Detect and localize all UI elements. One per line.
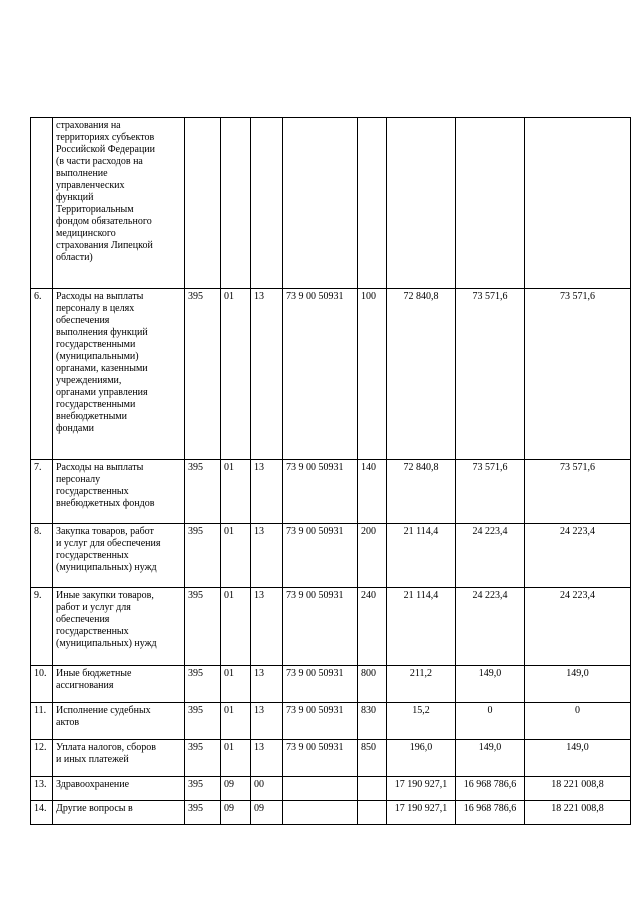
row-name: Здравоохранение — [53, 777, 185, 801]
row-sum-2: 24 223,4 — [456, 588, 525, 666]
row-sum-2: 73 571,6 — [456, 289, 525, 460]
row-glava: 395 — [185, 289, 221, 460]
row-sum-2: 73 571,6 — [456, 460, 525, 524]
row-sum-2: 24 223,4 — [456, 524, 525, 588]
row-vr: 830 — [358, 703, 387, 740]
budget-table — [30, 117, 631, 825]
row-number: 10. — [31, 666, 53, 703]
row-number: 12. — [31, 740, 53, 777]
row-sum-2: 16 968 786,6 — [456, 777, 525, 801]
row-razdel: 01 — [221, 588, 251, 666]
row-sum-3: 73 571,6 — [525, 460, 631, 524]
row-name: страхования на территориях субъектов Российской Федерации (в части расходов на выполнение управленческих функций Территориальным фондом обязательного медицинского страхования Липецкой области) — [53, 118, 185, 289]
row-csr — [283, 118, 358, 289]
row-csr: 73 9 00 50931 — [283, 524, 358, 588]
row-razdel: 01 — [221, 524, 251, 588]
row-glava: 395 — [185, 588, 221, 666]
row-sum-2: 149,0 — [456, 740, 525, 777]
row-name: Другие вопросы в — [53, 801, 185, 825]
row-number: 9. — [31, 588, 53, 666]
row-vr: 140 — [358, 460, 387, 524]
row-name: Расходы на выплаты персоналу в целях обеспечения выполнения функций государственными (муниципальными) органами, казенными учреждениями, органами управления государственными внебюджетными фондами — [53, 289, 185, 460]
row-sum-3: 0 — [525, 703, 631, 740]
row-razdel: 09 — [221, 777, 251, 801]
row-razdel: 01 — [221, 460, 251, 524]
row-podrazdel: 13 — [251, 666, 283, 703]
table-row — [31, 588, 631, 666]
row-sum-1: 21 114,4 — [387, 588, 456, 666]
table-row — [31, 524, 631, 588]
row-vr: 850 — [358, 740, 387, 777]
row-name: Закупка товаров, работ и услуг для обеспечения государственных (муниципальных) нужд — [53, 524, 185, 588]
row-sum-1: 17 190 927,1 — [387, 777, 456, 801]
row-name: Иные закупки товаров, работ и услуг для обеспечения государственных (муниципальных) нужд — [53, 588, 185, 666]
row-sum-3: 18 221 008,8 — [525, 777, 631, 801]
row-sum-1: 17 190 927,1 — [387, 801, 456, 825]
row-podrazdel: 13 — [251, 460, 283, 524]
table-row — [31, 289, 631, 460]
row-sum-2: 0 — [456, 703, 525, 740]
row-sum-2 — [456, 118, 525, 289]
row-number: 13. — [31, 777, 53, 801]
row-sum-1: 72 840,8 — [387, 460, 456, 524]
row-podrazdel: 09 — [251, 801, 283, 825]
row-glava — [185, 118, 221, 289]
row-vr — [358, 801, 387, 825]
row-sum-2: 16 968 786,6 — [456, 801, 525, 825]
row-glava: 395 — [185, 740, 221, 777]
row-glava: 395 — [185, 801, 221, 825]
row-glava: 395 — [185, 777, 221, 801]
row-razdel — [221, 118, 251, 289]
row-sum-1: 21 114,4 — [387, 524, 456, 588]
row-number: 11. — [31, 703, 53, 740]
row-csr: 73 9 00 50931 — [283, 588, 358, 666]
table-row — [31, 118, 631, 289]
row-sum-3: 24 223,4 — [525, 588, 631, 666]
row-podrazdel: 00 — [251, 777, 283, 801]
row-glava: 395 — [185, 703, 221, 740]
row-number: 8. — [31, 524, 53, 588]
row-podrazdel: 13 — [251, 703, 283, 740]
row-sum-3: 149,0 — [525, 666, 631, 703]
row-glava: 395 — [185, 666, 221, 703]
row-name: Иные бюджетные ассигнования — [53, 666, 185, 703]
row-sum-3: 149,0 — [525, 740, 631, 777]
row-csr: 73 9 00 50931 — [283, 703, 358, 740]
row-vr: 100 — [358, 289, 387, 460]
row-razdel: 09 — [221, 801, 251, 825]
row-glava: 395 — [185, 460, 221, 524]
row-vr — [358, 777, 387, 801]
row-vr: 240 — [358, 588, 387, 666]
row-razdel: 01 — [221, 666, 251, 703]
row-sum-2: 149,0 — [456, 666, 525, 703]
row-csr: 73 9 00 50931 — [283, 740, 358, 777]
row-csr — [283, 801, 358, 825]
row-vr: 800 — [358, 666, 387, 703]
row-podrazdel: 13 — [251, 740, 283, 777]
row-sum-1: 211,2 — [387, 666, 456, 703]
row-name: Расходы на выплаты персоналу государственных внебюджетных фондов — [53, 460, 185, 524]
table-row — [31, 666, 631, 703]
row-podrazdel: 13 — [251, 588, 283, 666]
row-sum-3: 24 223,4 — [525, 524, 631, 588]
row-podrazdel — [251, 118, 283, 289]
row-vr: 200 — [358, 524, 387, 588]
table-row — [31, 460, 631, 524]
table-row — [31, 703, 631, 740]
row-sum-1: 196,0 — [387, 740, 456, 777]
row-razdel: 01 — [221, 703, 251, 740]
row-sum-1: 15,2 — [387, 703, 456, 740]
row-sum-3: 18 221 008,8 — [525, 801, 631, 825]
row-razdel: 01 — [221, 740, 251, 777]
row-number — [31, 118, 53, 289]
row-razdel: 01 — [221, 289, 251, 460]
row-sum-1: 72 840,8 — [387, 289, 456, 460]
row-podrazdel: 13 — [251, 289, 283, 460]
row-number: 7. — [31, 460, 53, 524]
row-csr: 73 9 00 50931 — [283, 289, 358, 460]
row-csr: 73 9 00 50931 — [283, 460, 358, 524]
row-sum-3 — [525, 118, 631, 289]
row-number: 14. — [31, 801, 53, 825]
row-number: 6. — [31, 289, 53, 460]
row-csr: 73 9 00 50931 — [283, 666, 358, 703]
row-sum-1 — [387, 118, 456, 289]
row-glava: 395 — [185, 524, 221, 588]
table-row — [31, 740, 631, 777]
row-sum-3: 73 571,6 — [525, 289, 631, 460]
row-name: Уплата налогов, сборов и иных платежей — [53, 740, 185, 777]
row-name: Исполнение судебных актов — [53, 703, 185, 740]
row-podrazdel: 13 — [251, 524, 283, 588]
table-row — [31, 801, 631, 825]
row-vr — [358, 118, 387, 289]
table-row — [31, 777, 631, 801]
row-csr — [283, 777, 358, 801]
